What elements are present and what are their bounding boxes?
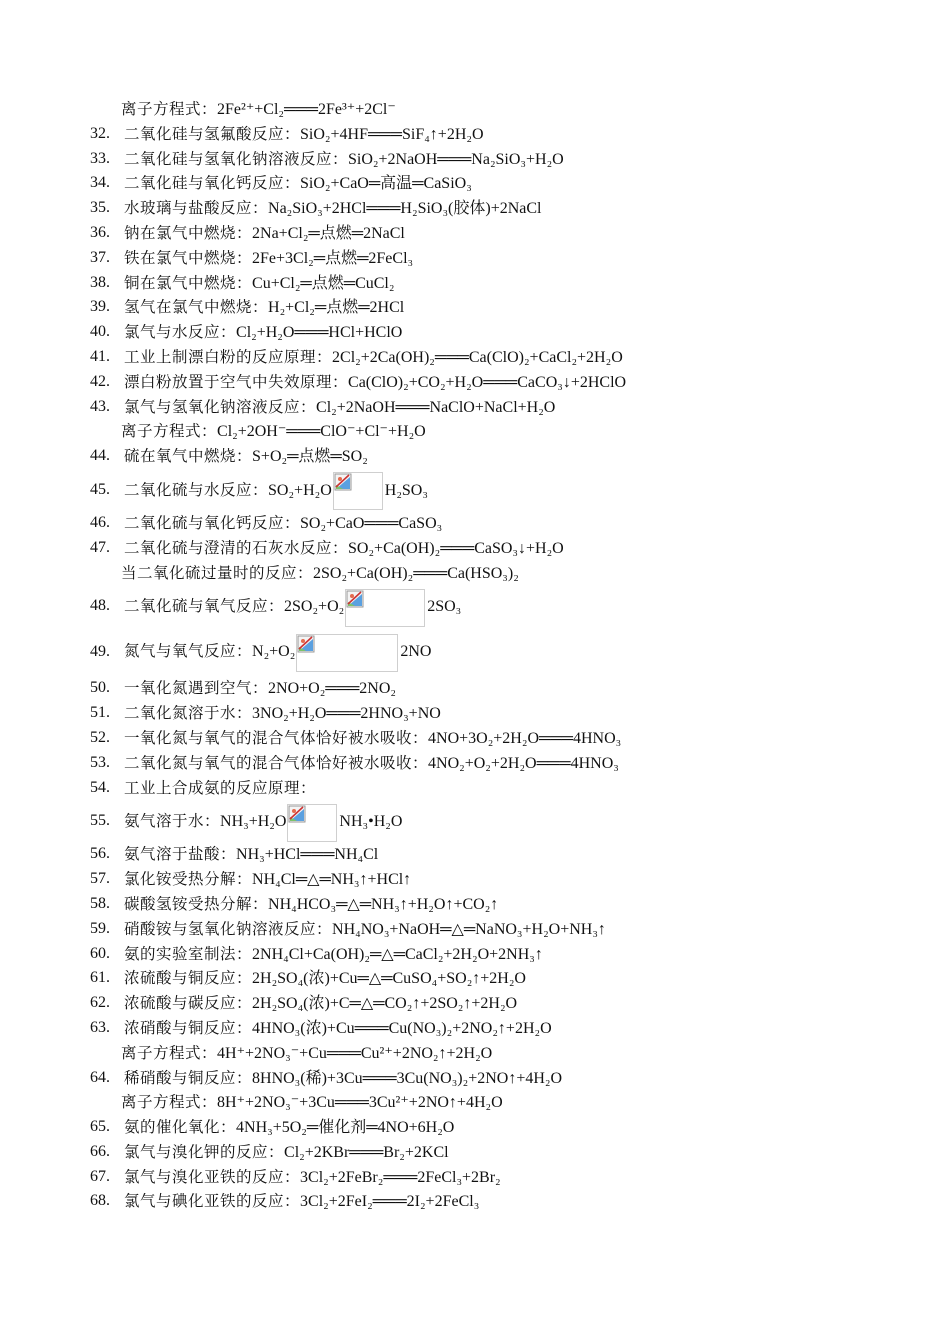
equation-line	[0, 196, 950, 221]
chemical-equation: 2NO+O₂═══2NO₂	[268, 680, 396, 698]
reaction-label: 氢气在氯气中燃烧：	[124, 298, 269, 317]
reaction-label: 浓硝酸与铜反应：	[124, 1018, 253, 1037]
equation-text	[124, 917, 606, 943]
chemical-equation: 4NO₂+O₂+2H₂O═══4HNO₃	[428, 754, 619, 772]
equation-text	[124, 1165, 501, 1191]
reaction-label: 氨的实验室制法：	[124, 944, 253, 963]
item-number: 66.	[90, 1142, 110, 1160]
equation-text	[124, 345, 623, 371]
equation-text	[124, 842, 378, 868]
equation-line	[0, 701, 950, 726]
item-number: 40.	[90, 323, 110, 341]
equation-text	[124, 444, 368, 470]
item-number: 50.	[90, 679, 110, 697]
reaction-label: 二氧化硅与氧化钙反应：	[124, 174, 301, 193]
equation-text	[124, 1115, 454, 1141]
reaction-label: 氨气溶于盐酸：	[124, 845, 237, 864]
item-number: 48.	[90, 597, 110, 615]
chemical-equation-product: 2NO	[400, 643, 432, 661]
item-number: 55.	[90, 812, 110, 830]
chemical-equation: 2Fe²⁺+Cl₂═══2Fe³⁺+2Cl⁻	[217, 101, 396, 118]
chemical-equation: 2NH₄Cl+Ca(OH)₂═△═CaCl₂+2H₂O+2NH₃↑	[252, 945, 543, 963]
equation-line	[0, 776, 950, 801]
item-number: 56.	[90, 845, 110, 863]
item-number: 54.	[90, 778, 110, 796]
reaction-label: 氨的催化氧化：	[124, 1118, 237, 1137]
item-number: 37.	[90, 248, 110, 266]
equation-line	[0, 1090, 950, 1115]
equation-text	[124, 147, 564, 173]
reaction-label: 氯气与氢氧化钠溶液反应：	[124, 397, 317, 416]
equation-line	[0, 751, 950, 776]
reaction-label: 二氧化硫与水反应：	[124, 480, 269, 499]
item-number: 44.	[90, 447, 110, 465]
equation-text	[124, 221, 405, 247]
equation-line	[0, 345, 950, 370]
reaction-label: 硝酸铵与氢氧化钠溶液反应：	[124, 919, 333, 938]
equation-text	[124, 776, 316, 802]
chemical-equation: NH₄NO₃+NaOH═△═NaNO₃+H₂O+NH₃↑	[332, 920, 606, 938]
item-number: 64.	[90, 1068, 110, 1086]
chemical-equation-product: NH₃•H₂O	[339, 813, 403, 831]
reaction-label: 一氧化氮与氧气的混合气体恰好被水吸收：	[124, 728, 429, 747]
reaction-label: 浓硫酸与碳反应：	[124, 994, 253, 1013]
equation-line	[0, 966, 950, 991]
item-number: 41.	[90, 347, 110, 365]
reaction-label: 硫在氧气中燃烧：	[124, 447, 253, 466]
chemical-equation: Cl₂+2OH⁻═══ClO⁻+Cl⁻+H₂O	[217, 423, 426, 441]
equation-text	[121, 1041, 492, 1067]
equation-text	[124, 751, 619, 777]
equation-text	[124, 370, 626, 396]
equation-text	[121, 561, 519, 587]
equation-line	[0, 511, 950, 536]
equation-text	[124, 800, 402, 843]
equation-line	[0, 676, 950, 701]
item-number: 38.	[90, 273, 110, 291]
item-number: 65.	[90, 1118, 110, 1136]
equation-text	[124, 511, 442, 537]
item-number: 62.	[90, 994, 110, 1012]
reaction-label: 当二氧化硫过量时的反应：	[121, 563, 314, 582]
equation-text	[124, 701, 441, 727]
equation-text	[124, 1140, 449, 1166]
reaction-label: 二氧化硅与氢氟酸反应：	[124, 124, 301, 143]
chemical-equation: 3NO₂+H₂O═══2HNO₃+NO	[252, 705, 441, 723]
broken-image-icon	[287, 804, 337, 842]
chemical-equation: NH₃+HCl═══NH₄Cl	[236, 846, 379, 864]
item-number: 35.	[90, 199, 110, 217]
reaction-label: 氨气溶于水：	[124, 812, 221, 831]
equation-line	[0, 867, 950, 892]
item-number: 51.	[90, 704, 110, 722]
item-number: 45.	[90, 480, 110, 498]
chemical-equation: SiO₂+2NaOH═══Na₂SiO₃+H₂O	[348, 150, 564, 168]
equation-text	[124, 1016, 552, 1042]
chemical-equation: 8HNO₃(稀)+3Cu═══3Cu(NO₃)₂+2NO↑+4H₂O	[252, 1069, 563, 1087]
equation-line	[0, 295, 950, 320]
chemical-equation: 2SO₂+Ca(OH)₂═══Ca(HSO₃)₂	[313, 564, 519, 582]
reaction-label: 碳酸氢铵受热分解：	[124, 894, 269, 913]
broken-image-icon	[333, 472, 383, 510]
reaction-label: 钠在氯气中燃烧：	[124, 223, 253, 242]
reaction-label: 氯气与溴化亚铁的反应：	[124, 1167, 301, 1186]
reaction-label: 离子方程式：	[121, 1043, 218, 1062]
equation-text	[124, 196, 542, 222]
equation-text	[121, 97, 396, 123]
reaction-label: 离子方程式：	[121, 100, 218, 118]
equation-text	[121, 419, 426, 445]
reaction-label: 水玻璃与盐酸反应：	[124, 199, 269, 218]
equation-text	[124, 726, 621, 752]
equation-line	[0, 97, 950, 122]
chemical-equation: 4NH₃+5O₂═催化剂═4NO+6H₂O	[236, 1119, 455, 1137]
chemical-equation: Cl₂+2KBr═══Br₂+2KCl	[284, 1143, 449, 1161]
equation-line	[0, 1165, 950, 1190]
broken-image-icon	[345, 589, 425, 627]
chemical-equation-product: H₂SO₃	[384, 481, 428, 499]
chemical-equation: Cu+Cl₂═点燃═CuCl₂	[252, 274, 395, 292]
equation-text	[121, 1090, 503, 1116]
equation-line	[0, 444, 950, 469]
item-number: 34.	[90, 174, 110, 192]
reaction-label: 二氧化硫与氧化钙反应：	[124, 513, 301, 532]
chemical-equation: 2H₂SO₄(浓)+C═△═CO₂↑+2SO₂↑+2H₂O	[252, 995, 518, 1013]
reaction-label: 工业上制漂白粉的反应原理：	[124, 347, 333, 366]
equation-text	[124, 246, 413, 272]
reaction-label: 氯化铵受热分解：	[124, 870, 253, 889]
item-number: 61.	[90, 969, 110, 987]
reaction-label: 二氧化硫与澄清的石灰水反应：	[124, 538, 349, 557]
reaction-label: 铜在氯气中燃烧：	[124, 273, 253, 292]
reaction-label: 氮气与氧气反应：	[124, 642, 253, 661]
chemical-equation: Cl₂+H₂O═══HCl+HClO	[236, 324, 403, 342]
item-number: 52.	[90, 728, 110, 746]
equation-text	[124, 1189, 479, 1215]
chemical-equation: NH₄HCO₃═△═NH₃↑+H₂O↑+CO₂↑	[268, 895, 499, 913]
equation-text	[124, 991, 517, 1017]
equation-line	[0, 942, 950, 967]
equation-text	[124, 585, 461, 628]
reaction-label: 氯气与溴化钾的反应：	[124, 1142, 285, 1161]
chemical-equation: 4H⁺+2NO₃⁻+Cu═══Cu²⁺+2NO₂↑+2H₂O	[217, 1044, 493, 1062]
equation-line	[0, 469, 950, 511]
item-number: 49.	[90, 643, 110, 661]
chemical-equation: SO₂+Ca(OH)₂═══CaSO₃↓+H₂O	[348, 539, 564, 557]
equation-text	[124, 536, 564, 562]
item-number: 42.	[90, 372, 110, 390]
equation-text	[124, 627, 431, 676]
chemical-equation: NH₄Cl═△═NH₃↑+HCl↑	[252, 871, 412, 889]
broken-image-icon	[296, 634, 398, 672]
chemical-equation: 4HNO₃(浓)+Cu═══Cu(NO₃)₂+2NO₂↑+2H₂O	[252, 1019, 552, 1037]
equation-text	[124, 942, 543, 968]
reaction-label: 二氧化硅与氢氧化钠溶液反应：	[124, 149, 349, 168]
item-number: 57.	[90, 870, 110, 888]
equation-line	[0, 1066, 950, 1091]
reaction-label: 氯气与碘化亚铁的反应：	[124, 1192, 301, 1211]
equation-line	[0, 246, 950, 271]
reaction-label: 二氧化硫与氧气反应：	[124, 597, 285, 616]
equation-text	[124, 867, 411, 893]
item-number: 39.	[90, 298, 110, 316]
equation-line	[0, 147, 950, 172]
equation-text	[124, 966, 526, 992]
chemical-equation: 3Cl₂+2FeI₂═══2I₂+2FeCl₃	[300, 1193, 480, 1211]
equation-line	[0, 627, 950, 676]
chemical-equation: 2Fe+3Cl₂═点燃═2FeCl₃	[252, 249, 414, 267]
equation-line	[0, 395, 950, 420]
chemical-equation: SiO₂+4HF═══SiF₄↑+2H₂O	[300, 125, 484, 143]
reaction-label: 漂白粉放置于空气中失效原理：	[124, 372, 349, 391]
equation-line	[0, 1115, 950, 1140]
item-number: 63.	[90, 1018, 110, 1036]
reaction-label: 稀硝酸与铜反应：	[124, 1068, 253, 1087]
chemical-equation: 3Cl₂+2FeBr₂═══2FeCl₃+2Br₂	[300, 1168, 501, 1186]
equation-line	[0, 842, 950, 867]
reaction-label: 二氧化氮溶于水：	[124, 704, 253, 723]
reaction-label: 二氧化氮与氧气的混合气体恰好被水吸收：	[124, 753, 429, 772]
item-number: 68.	[90, 1192, 110, 1210]
equation-line	[0, 561, 950, 586]
chemical-equation: 2H₂SO₄(浓)+Cu═△═CuSO₄+SO₂↑+2H₂O	[252, 970, 526, 988]
reaction-label: 浓硫酸与铜反应：	[124, 969, 253, 988]
item-number: 47.	[90, 538, 110, 556]
reaction-label: 一氧化氮遇到空气：	[124, 679, 269, 698]
equation-text	[124, 271, 394, 297]
equation-line	[0, 917, 950, 942]
item-number: 59.	[90, 919, 110, 937]
item-number: 33.	[90, 149, 110, 167]
equation-text	[124, 892, 498, 918]
equation-line	[0, 1189, 950, 1214]
equation-line	[0, 171, 950, 196]
document-body	[0, 97, 950, 1214]
equation-text	[124, 295, 404, 321]
equation-line	[0, 419, 950, 444]
chemical-equation: SO₂+CaO═══CaSO₃	[300, 514, 443, 532]
equation-text	[124, 676, 396, 702]
item-number: 67.	[90, 1167, 110, 1185]
chemical-equation-product: 2SO₃	[427, 598, 462, 616]
equation-line	[0, 370, 950, 395]
equation-text	[124, 469, 428, 512]
chemical-equation: SO₂+H₂O	[268, 481, 332, 499]
item-number: 36.	[90, 223, 110, 241]
item-number: 60.	[90, 944, 110, 962]
item-number: 32.	[90, 124, 110, 142]
chemical-equation: 2Na+Cl₂═点燃═2NaCl	[252, 224, 405, 242]
equation-line	[0, 800, 950, 842]
chemical-equation: 8H⁺+2NO₃⁻+3Cu═══3Cu²⁺+2NO↑+4H₂O	[217, 1094, 503, 1112]
item-number: 46.	[90, 513, 110, 531]
chemical-equation: 4NO+3O₂+2H₂O═══4HNO₃	[428, 729, 622, 747]
item-number: 58.	[90, 894, 110, 912]
equation-line	[0, 122, 950, 147]
equation-line	[0, 320, 950, 345]
equation-line	[0, 536, 950, 561]
equation-text	[124, 395, 555, 421]
equation-line	[0, 1140, 950, 1165]
equation-line	[0, 1016, 950, 1041]
equation-line	[0, 991, 950, 1016]
equation-line	[0, 585, 950, 627]
chemical-equation: N₂+O₂	[252, 643, 296, 661]
reaction-label: 铁在氯气中燃烧：	[124, 248, 253, 267]
equation-line	[0, 271, 950, 296]
equation-text	[124, 122, 484, 148]
reaction-label: 工业上合成氨的反应原理：	[124, 778, 317, 797]
chemical-equation: S+O₂═点燃═SO₂	[252, 448, 368, 466]
chemical-equation: H₂+Cl₂═点燃═2HCl	[268, 299, 405, 317]
reaction-label: 离子方程式：	[121, 1093, 218, 1112]
chemical-equation: 2Cl₂+2Ca(OH)₂═══Ca(ClO)₂+CaCl₂+2H₂O	[332, 348, 623, 366]
equation-text	[124, 171, 472, 197]
item-number: 53.	[90, 753, 110, 771]
item-number: 43.	[90, 397, 110, 415]
chemical-equation: 2SO₂+O₂	[284, 598, 345, 616]
equation-line	[0, 1041, 950, 1066]
chemical-equation: Ca(ClO)₂+CO₂+H₂O═══CaCO₃↓+2HClO	[348, 373, 627, 391]
chemical-equation: NH₃+H₂O	[220, 813, 287, 831]
equation-text	[124, 320, 402, 346]
equation-line	[0, 726, 950, 751]
equation-line	[0, 221, 950, 246]
chemical-equation: Na₂SiO₃+2HCl═══H₂SiO₃(胶体)+2NaCl	[268, 200, 542, 218]
equation-text	[124, 1066, 562, 1092]
chemical-equation: Cl₂+2NaOH═══NaClO+NaCl+H₂O	[316, 398, 556, 416]
reaction-label: 氯气与水反应：	[124, 323, 237, 342]
chemical-equation: SiO₂+CaO═高温═CaSiO₃	[300, 175, 472, 193]
reaction-label: 离子方程式：	[121, 422, 218, 441]
equation-line	[0, 892, 950, 917]
